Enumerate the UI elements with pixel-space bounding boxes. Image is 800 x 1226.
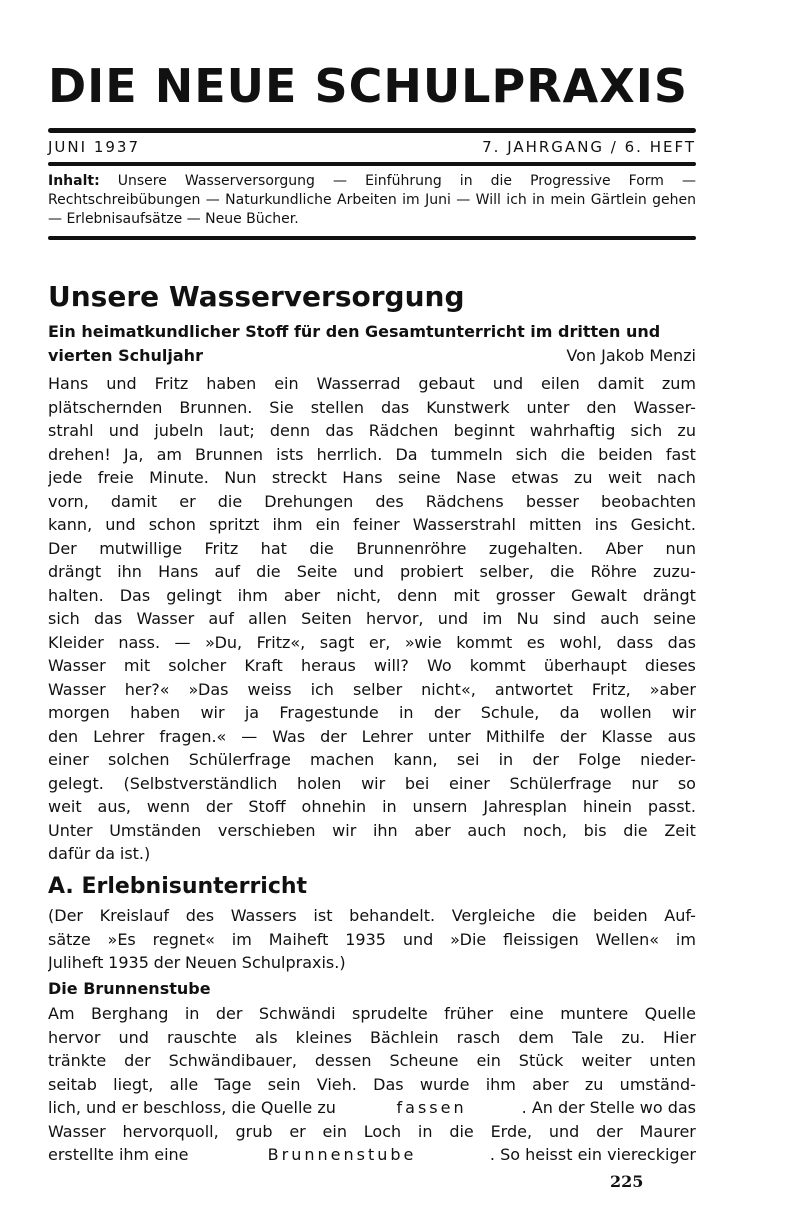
text-line	[48, 819, 696, 843]
text-segment: erstellte ihm eine	[48, 1145, 189, 1164]
text-line	[48, 1049, 696, 1073]
line-text: dafür da ist.)	[48, 844, 151, 863]
text-line	[48, 1120, 696, 1144]
contents-label: Inhalt:	[48, 173, 100, 189]
line-text: Wasser mit solcher Kraft heraus will? Wo kommt überhaupt dieses	[48, 656, 696, 675]
article-subtitle	[48, 320, 696, 368]
text-line	[48, 396, 696, 420]
line-text: sich das Wasser auf allen Seiten hervor, und im Nu sind auch seine	[48, 609, 696, 628]
line-text: morgen haben wir ja Fragestunde in der Schule, da wollen wir	[48, 703, 696, 722]
text-line	[48, 748, 696, 772]
emphasized-word: fassen	[396, 1098, 467, 1117]
text-line	[48, 560, 696, 584]
line-text: Der mutwillige Fritz hat die Brunnenröhre zugehalten. Aber nun	[48, 538, 696, 558]
line-text: strahl und jubeln laut; denn das Rädchen beginnt wahrhaftig sich zu	[48, 421, 696, 440]
contents-text: Unsere Wasserversorgung — Einführung in die Progressive Form — Rechtschreibübungen — Naturkundliche Arbeiten im Juni — Will ich in mein Gärtlein gehen — Erlebnisaufsätze — Neue Bücher.	[48, 173, 697, 227]
text-line	[48, 537, 696, 561]
line-text: plätschernden Brunnen. Sie stellen das Kunstwerk unter den Wasser-	[48, 397, 696, 417]
text-segment: . So heisst ein viereckiger	[489, 1145, 696, 1164]
line-text: gelegt. (Selbstverständlich holen wir bei einer Schülerfrage nur so	[48, 773, 696, 793]
line-text: Juliheft 1935 der Neuen Schulpraxis.)	[48, 953, 346, 972]
text-segment: . An der Stelle wo das	[521, 1098, 696, 1117]
line-text: weit aus, wenn der Stoff ohnehin in unsern Jahresplan hinein passt.	[48, 797, 696, 816]
divider-rule	[48, 162, 696, 166]
text-line	[48, 584, 696, 608]
issue-date: JUNI 1937	[48, 138, 140, 156]
line-text: halten. Das gelingt ihm aber nicht, denn mit grosser Gewalt drängt	[48, 585, 696, 605]
page-number: 225	[610, 1172, 644, 1191]
line-text: hervor und rauschte als kleines Bächlein rasch dem Tale zu. Hier	[48, 1027, 696, 1047]
line-text: Kleider nass. — »Du, Fritz«, sagt er, »wie kommt es wohl, dass das	[48, 632, 696, 652]
subtitle-line: Ein heimatkundlicher Stoff für den Gesamtunterricht im dritten und	[48, 322, 661, 341]
text-line	[48, 1143, 696, 1167]
line-text: drehen! Ja, am Brunnen ists herrlich. Da tummeln sich die beiden fast	[48, 444, 696, 464]
text-line	[48, 1096, 696, 1120]
line-text: kann, und schon spritzt ihm ein feiner Wasserstrahl mitten ins Gesicht.	[48, 515, 696, 534]
subtitle-line: vierten Schuljahr	[48, 346, 203, 365]
text-line	[48, 443, 696, 467]
text-line	[48, 607, 696, 631]
text-line	[48, 1026, 696, 1050]
text-line	[48, 631, 696, 655]
line-text: drängt ihn Hans auf die Seite und probiert selber, die Röhre zuzu-	[48, 562, 696, 581]
text-line	[48, 725, 696, 749]
text-line	[48, 654, 696, 678]
line-text: sätze »Es regnet« im Maiheft 1935 und »Die fleissigen Wellen« im	[48, 929, 696, 949]
text-line	[48, 419, 696, 443]
text-line	[48, 928, 696, 952]
line-text: Hans und Fritz haben ein Wasserrad gebaut und eilen damit zum	[48, 374, 696, 393]
divider-rule	[48, 128, 696, 133]
emphasized-word: Brunnenstube	[267, 1145, 417, 1164]
line-text: den Lehrer fragen.« — Was der Lehrer unter Mithilfe der Klasse aus	[48, 726, 696, 746]
intro-paragraph	[48, 372, 696, 866]
line-text: Unter Umständen verschieben wir ihn aber auch noch, bis die Zeit	[48, 820, 696, 840]
text-line	[48, 904, 696, 928]
article-title: Unsere Wasserversorgung	[48, 280, 465, 313]
line-text: seitab liegt, alle Tage sein Vieh. Das wurde ihm aber zu umständ-	[48, 1074, 696, 1094]
text-line	[48, 795, 696, 819]
line-text: Am Berghang in der Schwändi sprudelte früher eine muntere Quelle	[48, 1004, 696, 1023]
text-line	[48, 1002, 696, 1026]
subsection-heading: Die Brunnenstube	[48, 979, 211, 998]
text-line	[48, 372, 696, 396]
line-text: (Der Kreislauf des Wassers ist behandelt. Vergleiche die beiden Auf-	[48, 906, 696, 925]
line-text: einer solchen Schülerfrage machen kann, sei in der Folge nieder-	[48, 750, 696, 769]
line-text: Wasser hervorquoll, grub er ein Loch in die Erde, und der Maurer	[48, 1121, 696, 1141]
issue-volume: 7. JAHRGANG / 6. HEFT	[482, 138, 696, 156]
text-line	[48, 466, 696, 490]
section-a-paragraph	[48, 904, 696, 975]
line-text: vorn, damit er die Drehungen des Rädchens besser beobachten	[48, 491, 696, 511]
line-text: tränkte der Schwändibauer, dessen Scheune ein Stück weiter unten	[48, 1051, 696, 1070]
section-heading: A. Erlebnisunterricht	[48, 874, 308, 899]
brunnenstube-paragraph	[48, 1002, 696, 1167]
line-text: jede freie Minute. Nun streckt Hans seine Nase etwas zu weit nach	[48, 468, 696, 487]
text-line	[48, 842, 696, 866]
text-line	[48, 701, 696, 725]
text-line	[48, 951, 696, 975]
text-line	[48, 490, 696, 514]
issue-info	[48, 137, 696, 157]
masthead-title: DIE NEUE SCHULPRAXIS	[48, 59, 688, 113]
line-text: Wasser her?« »Das weiss ich selber nicht«, antwortet Fritz, »aber	[48, 679, 696, 699]
table-of-contents	[48, 172, 696, 229]
divider-rule	[48, 236, 696, 240]
text-segment: lich, und er beschloss, die Quelle zu	[48, 1098, 336, 1117]
article-author: Von Jakob Menzi	[566, 346, 696, 365]
text-line	[48, 678, 696, 702]
text-line	[48, 772, 696, 796]
text-line	[48, 1073, 696, 1097]
text-line	[48, 513, 696, 537]
